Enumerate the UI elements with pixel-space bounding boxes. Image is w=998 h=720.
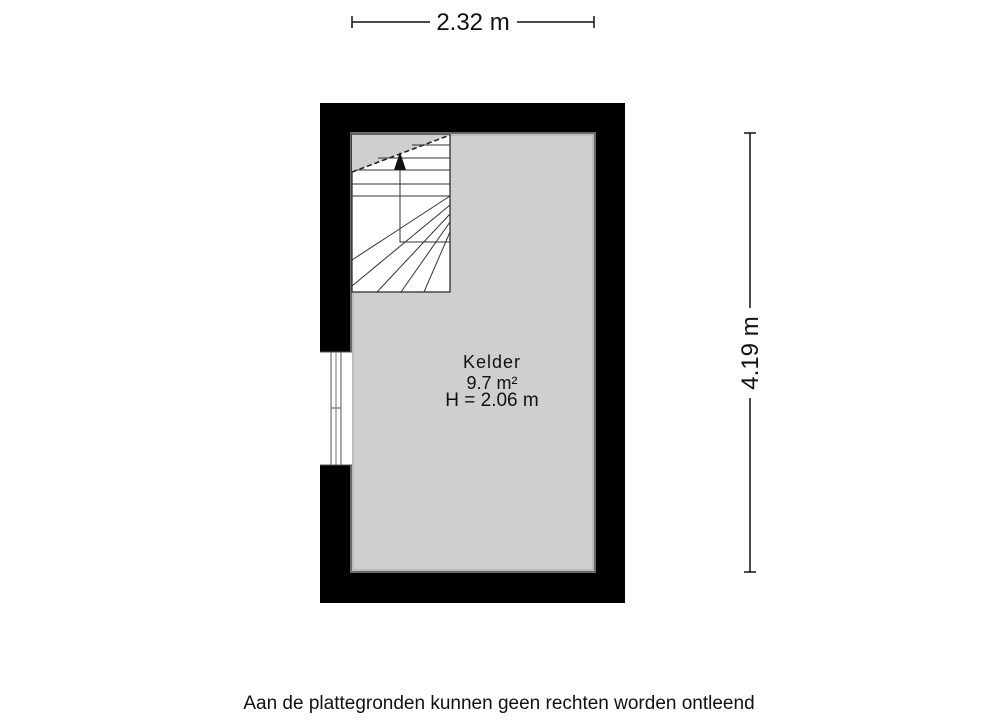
- room-area: 9.7 m²: [466, 373, 518, 393]
- staircase: [352, 135, 450, 292]
- width-dimension-label: 2.32 m: [436, 9, 510, 36]
- window: [320, 352, 352, 465]
- disclaimer-text: Aan de plattegronden kunnen geen rechten worden ontleend: [243, 693, 755, 714]
- room-name: Kelder: [462, 352, 522, 372]
- height-dimension: [737, 133, 764, 572]
- height-dimension-label: 4.19 m: [737, 316, 764, 390]
- width-dimension: [352, 9, 594, 36]
- room-ceiling-height: H = 2.06 m: [445, 390, 539, 411]
